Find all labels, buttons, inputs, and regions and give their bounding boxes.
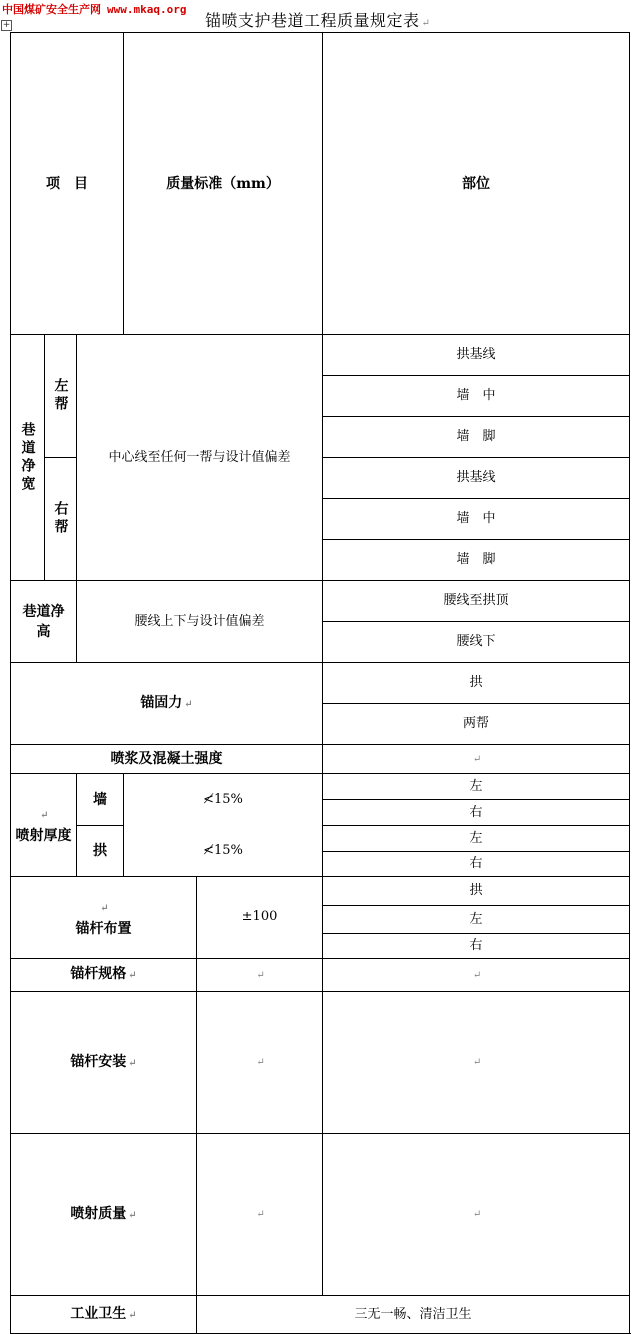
table-row	[11, 774, 630, 800]
table-row	[11, 1134, 630, 1296]
table-row	[11, 826, 630, 852]
spray-wall-label: 墙	[77, 774, 124, 826]
spray-thickness-label: ↵ 喷射厚度	[11, 774, 77, 877]
spray-arch-label: 拱	[77, 826, 124, 877]
height-position-1: 腰线至拱顶	[323, 581, 630, 622]
width-position-5: 墙 中	[323, 499, 630, 540]
header-row	[11, 33, 630, 194]
width-position-4: 拱基线	[323, 458, 630, 499]
bolt-position-2: 左	[323, 906, 630, 934]
table-row	[11, 581, 630, 622]
document-title	[205, 8, 430, 31]
watermark-site-name: 中国煤矿安全生产网	[2, 3, 101, 16]
bolt-spec-standard: ↵	[197, 959, 323, 992]
bolt-install-standard: ↵	[197, 992, 323, 1134]
anchor-force-label: 锚固力 ↵	[11, 663, 323, 745]
table-move-handle-icon[interactable]: +	[2, 20, 11, 30]
bolt-layout-label: ↵ 锚杆布置	[11, 877, 197, 959]
bolt-position-1: 拱	[323, 877, 630, 906]
table-row	[11, 1296, 630, 1334]
header-standard: 质量标准（mm）	[124, 33, 323, 335]
header-position: 部位	[323, 33, 630, 335]
height-position-2: 腰线下	[323, 622, 630, 663]
watermark-site-url: www.mkaq.org	[107, 3, 187, 16]
width-position-1: 拱基线	[323, 335, 630, 376]
hygiene-value: 三无一畅、清洁卫生	[197, 1296, 630, 1334]
width-label: 巷道净宽	[11, 335, 45, 581]
spray-quality-standard: ↵	[197, 1134, 323, 1296]
spray-position-1: 左	[323, 774, 630, 800]
table-row	[11, 745, 630, 774]
hygiene-label: 工业卫生 ↵	[11, 1296, 197, 1334]
spray-arch-standard: ≮15%	[124, 826, 323, 877]
bolt-spec-label: 锚杆规格 ↵	[11, 959, 197, 992]
bolt-install-label: 锚杆安装 ↵	[11, 992, 197, 1134]
bolt-spec-position: ↵	[323, 959, 630, 992]
table-row	[11, 335, 630, 376]
table-row	[11, 877, 630, 906]
spray-position-4: 右	[323, 852, 630, 877]
width-position-2: 墙 中	[323, 376, 630, 417]
spray-position-3: 左	[323, 826, 630, 852]
width-left-label: 左帮	[45, 335, 77, 458]
concrete-label: 喷浆及混凝土强度	[11, 745, 323, 774]
spray-quality-position: ↵	[323, 1134, 630, 1296]
table-row	[11, 663, 630, 704]
width-position-3: 墙 脚	[323, 417, 630, 458]
width-standard: 中心线至任何一帮与设计值偏差	[77, 335, 323, 581]
spray-position-2: 右	[323, 800, 630, 826]
quality-standard-table	[10, 32, 630, 1334]
table-row	[11, 959, 630, 992]
header-item: 项 目	[11, 33, 124, 335]
height-label: 巷道净高	[11, 581, 77, 663]
paragraph-mark: ↵	[421, 18, 431, 29]
concrete-position: ↵	[323, 745, 630, 774]
width-position-6: 墙 脚	[323, 540, 630, 581]
title-text: 锚喷支护巷道工程质量规定表	[205, 11, 420, 30]
spray-quality-label: 喷射质量 ↵	[11, 1134, 197, 1296]
bolt-install-position: ↵	[323, 992, 630, 1134]
bolt-layout-standard: ±100	[197, 877, 323, 959]
anchor-force-position-2: 两帮	[323, 704, 630, 745]
bolt-position-3: 右	[323, 934, 630, 959]
anchor-force-position-1: 拱	[323, 663, 630, 704]
spray-wall-standard: ≮15%	[124, 774, 323, 826]
table-row	[11, 992, 630, 1134]
width-right-label: 右帮	[45, 458, 77, 581]
height-standard: 腰线上下与设计值偏差	[77, 581, 323, 663]
site-watermark	[2, 1, 186, 17]
